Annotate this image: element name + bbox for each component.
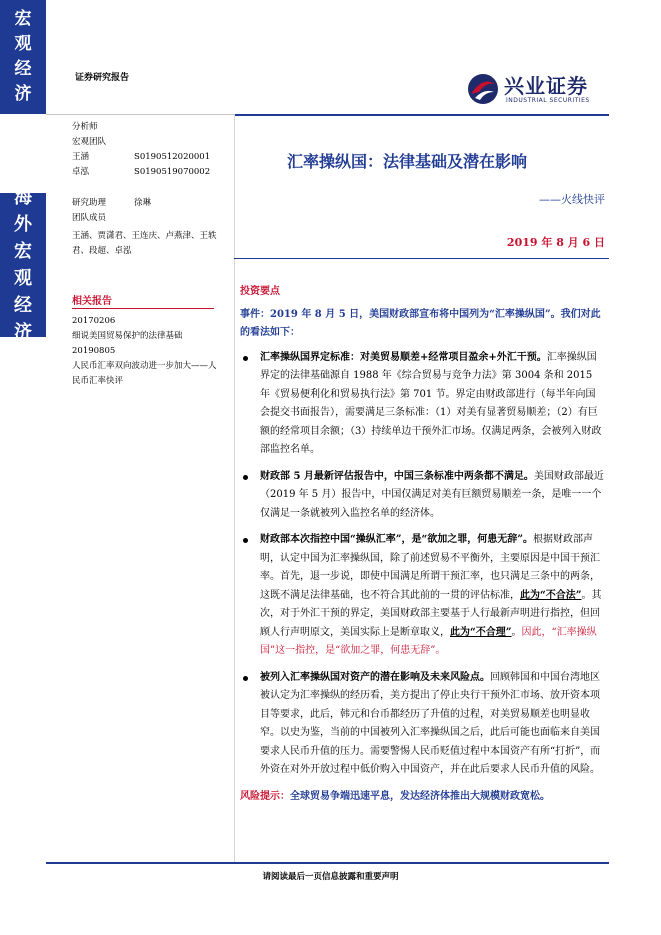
key-point-lead: 汇率操纵国界定标准：对美贸易顺差+经常项目盈余+外汇干预。 xyxy=(260,351,547,363)
column-divider xyxy=(234,114,235,862)
risk-warning xyxy=(240,788,604,807)
report-date: 2019 年 8 月 6 日 xyxy=(506,236,605,249)
header-divider-left xyxy=(46,114,234,115)
related-reports-list xyxy=(72,314,220,389)
sidebar-category-char: 宏 xyxy=(14,9,32,29)
logo-mark-icon xyxy=(466,72,500,106)
analyst-name: 王涵 xyxy=(72,152,90,162)
document-type-label: 证券研究报告 xyxy=(75,73,130,83)
related-report-title[interactable]: 人民币汇率双向波动进一步加大——人民币汇率快评 xyxy=(72,361,217,386)
key-point-lead: 财政部本次指控中国“操纵汇率”，是“欲加之罪，何患无辞”。 xyxy=(260,534,534,545)
analyst-license-id: S0190519070002 xyxy=(134,167,211,177)
related-reports-heading: 相关报告 xyxy=(72,296,112,307)
key-point xyxy=(240,531,604,661)
assistant-name: 徐琳 xyxy=(134,198,152,208)
key-point-text: 美国财政部最近（2019 年 5 月）报告中，中国仅满足对美有巨额贸易顺差一条，是唯一一个仅满足一条就被列入监控名单的经济体。 xyxy=(260,470,604,519)
report-body xyxy=(240,283,604,806)
sidebar-category-char: 经 xyxy=(14,59,32,79)
sidebar-section-bar xyxy=(0,187,46,343)
key-point-lead: 被列入汇率操纵国对资产的潜在影响及未来风险点。 xyxy=(260,671,490,683)
key-point xyxy=(240,669,604,780)
footer-disclaimer[interactable]: 请阅读最后一页信息披露和重要声明 xyxy=(262,872,399,882)
risk-warning-text: 全球贸易争端迅速平息，发达经济体推出大规模财政宽松。 xyxy=(290,790,550,802)
sidebar-category-char: 观 xyxy=(14,34,32,54)
risk-warning-label: 风险提示： xyxy=(240,790,290,802)
header-divider xyxy=(234,114,609,116)
section-heading: 投资要点 xyxy=(240,286,280,297)
related-report-date: 20170206 xyxy=(72,316,116,326)
analyst-name: 卓泓 xyxy=(72,167,90,177)
key-point-text: 。其次，对于外汇干预的界定，美国财政部主要基于人行最新声明进行指控，但回顾人行声明原文，美国实际上是断章取义， xyxy=(260,589,602,638)
sidebar-category-char: 济 xyxy=(14,84,32,104)
key-point-emphasis: 此为“不合法” xyxy=(520,589,582,601)
analyst-license-id: S0190512020001 xyxy=(134,152,211,162)
assistant-row xyxy=(72,196,224,211)
key-point-text: 。 xyxy=(511,626,522,638)
report-title: 汇率操纵国：法律基础及潜在影响 xyxy=(287,152,528,171)
analyst-role-label: 分析师 xyxy=(72,122,98,132)
sidebar-section-char: 外 xyxy=(14,214,32,235)
sidebar-section-char: 宏 xyxy=(14,241,32,262)
analyst-block xyxy=(72,120,222,180)
sidebar-category-bar xyxy=(0,0,46,114)
sidebar-section-char: 海 xyxy=(14,187,32,208)
related-reports-divider xyxy=(72,308,214,309)
related-report-title[interactable]: 细说美国贸易保护的法律基础 xyxy=(72,331,183,341)
key-point xyxy=(240,349,604,460)
members-label: 团队成员 xyxy=(72,213,107,223)
sidebar-section-char: 济 xyxy=(14,322,32,343)
key-point-text: 根据财政部声明，认定中国为汇率操纵国，除了前述贸易不平衡外，主要原因是中国干预汇率。首先，退一步说，即使中国满足所谓干预汇率，也只满足三条中的两条，这既不满足法律基础，也不符合其此前的一贯的评估标准， xyxy=(260,534,600,601)
logo-english-name: INDUSTRIAL SECURITIES xyxy=(506,97,590,104)
company-logo xyxy=(466,70,606,110)
key-point-text: 回顾韩国和中国台湾地区被认定为汇率操纵的经历看，美方提出了停止央行干预外汇市场、放开资本项目等要求，此后，韩元和台币都经历了升值的过程，对美贸易顺差也明显收窄。以史为鉴，当前的中国被列入汇率操纵国之后，此后可能也面临来自美国要求人民币升值的压力。需要警惕人民币贬值过程中本国资产有所“打折”，而外资在对外开放过程中低价购入中国资产，并在此后要求人民币升值的风险。 xyxy=(260,671,601,775)
key-point-emphasis: 此为“不合理” xyxy=(450,626,512,638)
event-summary: 事件：2019 年 8 月 5 日，美国财政部宣布将中国列为“汇率操纵国”。我们对此的看法如下： xyxy=(240,308,601,338)
report-subtitle: ——火线快评 xyxy=(539,193,605,206)
team-block xyxy=(72,196,224,259)
logo-chinese-name: 兴业证券 xyxy=(504,74,588,98)
related-report-date: 20190805 xyxy=(72,346,116,356)
members-list: 王涵、贾潇君、王连庆、卢燕津、王轶君、段超、卓泓 xyxy=(72,231,217,256)
sidebar-section-char: 经 xyxy=(14,295,32,316)
key-point-lead: 财政部 5 月最新评估报告中，中国三条标准中两条都不满足。 xyxy=(260,470,534,482)
analyst-row xyxy=(72,150,222,165)
bullet-icon xyxy=(243,475,248,480)
footer-divider xyxy=(46,862,609,864)
key-point-conclusion: 因此，“汇率操纵国”这一指控，是“欲加之罪，何患无辞”。 xyxy=(260,626,597,656)
key-point-text: 汇率操纵国界定的法律基础源自 1988 年《综合贸易与竞争力法》第 3004 条和 2015 年《贸易便利化和贸易执行法》第 701 节。界定由财政部进行（每半年向国会提交书面报告），需要满足三条标准：（1）对美有显著贸易顺差；（2）有巨额的经常项目余额；（3）持续单边干预外汇市场。仅满足两条，会被列入财政部监控名单。 xyxy=(260,351,602,455)
sidebar-section-char: 观 xyxy=(14,268,32,289)
analyst-row xyxy=(72,165,222,180)
title-divider xyxy=(234,258,609,259)
bullet-icon xyxy=(243,356,248,361)
key-point xyxy=(240,468,604,524)
assistant-label: 研究助理 xyxy=(72,198,107,208)
bullet-icon xyxy=(243,676,248,681)
bullet-icon xyxy=(243,538,248,543)
analyst-team-label: 宏观团队 xyxy=(72,137,107,147)
